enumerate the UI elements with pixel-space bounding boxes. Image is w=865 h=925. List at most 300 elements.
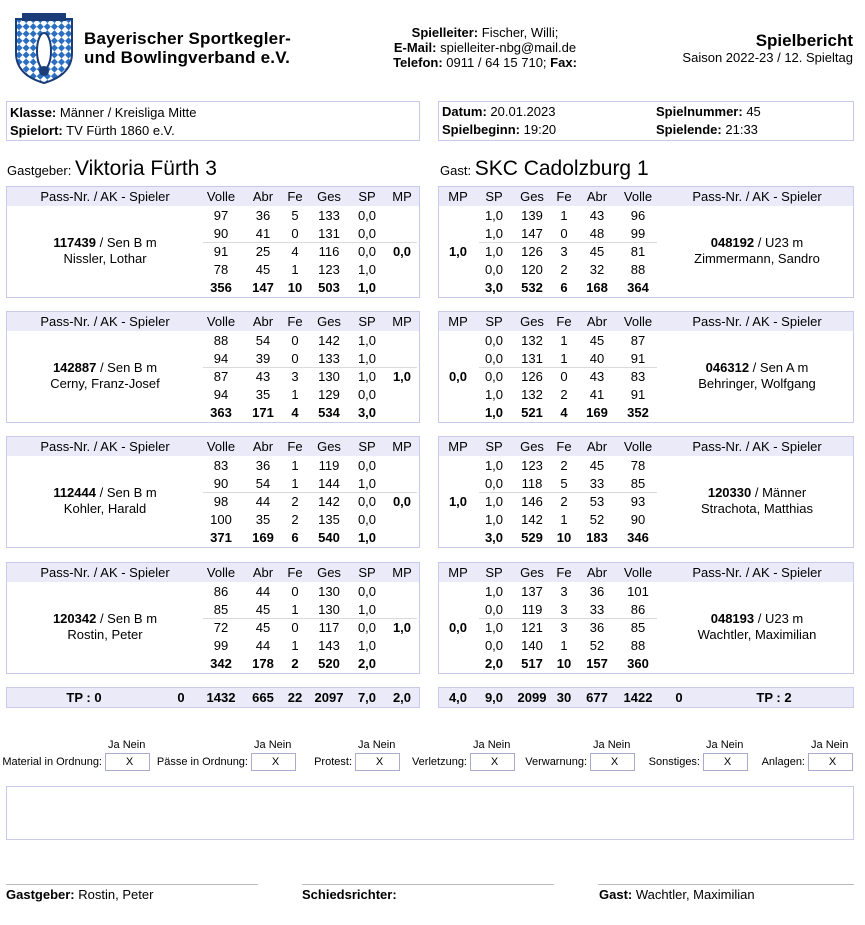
away-throw-value: 53 [589,494,605,509]
check-mark: X [271,756,280,768]
home-column-header: Fe [287,565,303,580]
home-throw-value: 2 [291,494,299,509]
check-label: Verwarnung: [525,756,587,768]
home-game-block [6,186,420,298]
away-column-header: Abr [586,565,608,580]
home-throw-value: 99 [213,638,229,653]
home-row-divider [203,492,417,493]
player-pass-line [7,611,203,627]
home-throw-value: 94 [213,351,229,366]
home-throw-value: 72 [213,620,229,635]
away-column-header: Volle [623,189,653,204]
home-column-header: Pass-Nr. / AK - Spieler [40,314,170,329]
home-throw-value: 45 [255,262,271,277]
home-throw-value: 88 [213,333,229,348]
away-throw-value: 85 [630,476,646,491]
home-throw-value: 1 [291,638,299,653]
check-box[interactable] [251,753,296,771]
home-throw-value: 54 [255,476,271,491]
check-box[interactable] [105,753,150,771]
away-throw-value: 45 [589,244,605,259]
away-throw-value: 131 [521,351,543,366]
away-tp: TP : 2 [756,690,792,705]
player-pass-line [659,360,855,376]
home-column-header: Volle [206,439,236,454]
home-throw-value: 36 [255,208,271,223]
away-column-header: MP [448,189,468,204]
home-throw-value: 3 [291,369,299,384]
away-match-point: 0,0 [448,620,468,635]
away-throw-value: 3 [560,602,568,617]
home-throw-value: 90 [213,476,229,491]
player-name: Nissler, Lothar [63,251,147,266]
association-name-line1: Bayerischer Sportkegler- [84,29,291,48]
home-throw-value: 123 [318,262,340,277]
away-throw-value: 1,0 [484,584,504,599]
check-mark: X [490,756,499,768]
home-signature [6,887,153,902]
home-total-ges: 2097 [314,690,344,705]
away-throw-value: 36 [589,620,605,635]
ja-label: Ja [358,739,370,751]
away-throw-value: 1,0 [484,244,504,259]
home-throw-value: 85 [213,602,229,617]
away-throw-value: 137 [521,584,543,599]
away-throw-value: 119 [521,602,543,617]
ja-nein-header [473,739,518,751]
away-total-value: 521 [521,405,543,420]
away-column-header: SP [485,439,503,454]
away-total-value: 157 [586,656,608,671]
away-column-header: Pass-Nr. / AK - Spieler [692,189,822,204]
away-throw-value: 123 [521,458,543,473]
home-total-abr: 665 [252,690,274,705]
home-throw-value: 1 [291,458,299,473]
home-total-value: 2,0 [357,656,377,671]
away-signature-label: Gast: [599,887,633,902]
away-throw-value: 101 [627,584,649,599]
away-throw-value: 1,0 [484,620,504,635]
home-total-value: 147 [252,280,274,295]
away-match-point: 1,0 [448,244,468,259]
away-throw-value: 126 [521,244,543,259]
telefon-value: 0911 / 64 15 710; [446,55,547,70]
away-total-value: 352 [627,405,649,420]
away-column-header: Fe [556,189,572,204]
away-throw-value: 1 [560,333,568,348]
player-age-class: / U23 m [754,611,804,626]
away-throw-value: 83 [630,369,646,384]
away-throw-value: 91 [630,351,646,366]
home-row-divider [203,618,417,619]
player-pass-number: 048193 [710,611,755,626]
home-column-header: Volle [206,565,236,580]
ja-label: Ja [254,739,266,751]
report-title-block [682,31,853,65]
check-label: Pässe in Ordnung: [156,756,248,768]
away-column-header: Volle [623,565,653,580]
home-column-header: Abr [252,439,274,454]
away-total-value: 1,0 [484,405,504,420]
home-throw-value: 0,0 [357,226,377,241]
home-column-header: MP [392,439,412,454]
home-total-value: 10 [287,280,303,295]
klasse-label: Klasse: [10,105,57,120]
home-throw-value: 25 [255,244,271,259]
player-pass-number: 112444 [53,485,96,500]
email-label: E-Mail: [393,40,437,55]
player-pass-line [7,360,203,376]
away-match-point: 0,0 [448,369,468,384]
away-throw-value: 140 [521,638,543,653]
ja-label: Ja [473,739,485,751]
home-total-value: 520 [318,656,340,671]
away-throw-value: 88 [630,638,646,653]
home-team-heading [7,157,217,181]
ja-label: Ja [706,739,718,751]
away-throw-value: 0,0 [484,476,504,491]
away-total-value: 2,0 [484,656,504,671]
spielbeginn-value: 19:20 [523,122,557,137]
home-total-value: 371 [210,530,232,545]
home-throw-value: 0 [291,584,299,599]
away-signature-value: Wachtler, Maximilian [635,887,755,902]
home-throw-value: 131 [318,226,340,241]
home-total-value: 1,0 [357,280,377,295]
home-throw-value: 0,0 [357,458,377,473]
home-throw-value: 130 [318,584,340,599]
spielnummer-value: 45 [746,104,761,119]
home-throw-value: 98 [213,494,229,509]
player-pass-line [7,485,203,501]
home-throw-value: 35 [255,512,271,527]
away-row-divider [479,367,657,368]
check-mark: X [610,756,619,768]
away-throw-value: 0 [560,226,568,241]
home-signature-line [6,884,258,885]
ja-nein-header [254,739,299,751]
email-value: spielleiter-nbg@mail.de [440,40,577,55]
away-total-value: 346 [627,530,649,545]
player-age-class: / Sen A m [749,360,809,375]
ja-nein-header [108,739,153,751]
check-label: Material in Ordnung: [2,756,102,768]
away-throw-value: 2 [560,494,568,509]
home-throw-value: 43 [255,369,271,384]
check-box[interactable] [355,753,400,771]
home-throw-value: 45 [255,602,271,617]
spielort-value: TV Fürth 1860 e.V. [66,123,175,138]
away-throw-value: 1 [560,208,568,223]
home-throw-value: 130 [318,369,340,384]
home-throw-value: 97 [213,208,229,223]
home-throw-value: 1,0 [357,333,377,348]
player-name: Kohler, Harald [63,501,147,516]
away-throw-value: 1 [560,638,568,653]
home-throw-value: 44 [255,584,271,599]
home-throw-value: 44 [255,494,271,509]
player-age-class: / Sen B m [95,485,157,500]
home-total-value: 4 [291,405,299,420]
away-throw-value: 99 [630,226,646,241]
away-total-value: 6 [560,280,568,295]
away-total-sp: 9,0 [484,690,504,705]
home-column-header: SP [358,189,376,204]
nein-label: Nein [372,739,396,751]
home-totals-bar [6,687,420,708]
home-total-mp: 2,0 [392,690,412,705]
away-throw-value: 118 [521,476,543,491]
away-total-value: 364 [627,280,649,295]
away-total-value: 4 [560,405,568,420]
home-throw-value: 130 [318,602,340,617]
home-team-label: Gastgeber: [7,163,72,178]
home-throw-value: 117 [318,620,340,635]
away-column-header: Pass-Nr. / AK - Spieler [692,314,822,329]
home-total-zero: 0 [177,690,185,705]
away-column-header: Pass-Nr. / AK - Spieler [692,439,822,454]
home-throw-value: 0 [291,620,299,635]
home-throw-value: 142 [318,494,340,509]
home-column-header: Fe [287,439,303,454]
referee-signature-label: Schiedsrichter: [302,887,397,902]
away-column-header: SP [485,314,503,329]
home-throw-value: 100 [210,512,232,527]
away-throw-value: 45 [589,458,605,473]
spielnummer-label: Spielnummer: [656,104,743,119]
away-throw-value: 45 [589,333,605,348]
away-throw-value: 1,0 [484,226,504,241]
home-column-header: Abr [252,189,274,204]
check-box[interactable] [590,753,635,771]
home-total-value: 171 [252,405,274,420]
away-column-header: Ges [520,314,544,329]
away-throw-value: 1,0 [484,387,504,402]
check-label: Verletzung: [411,756,467,768]
season-info: Saison 2022-23 / 12. Spieltag [682,50,853,65]
away-throw-value: 120 [521,262,543,277]
ja-nein-header [358,739,403,751]
nein-label: Nein [607,739,631,751]
away-total-abr: 677 [586,690,608,705]
away-total-value: 169 [586,405,608,420]
away-throw-value: 3 [560,620,568,635]
home-column-header: Abr [252,565,274,580]
player-name: Strachota, Matthias [701,501,813,516]
home-column-header: MP [392,565,412,580]
away-throw-value: 0,0 [484,369,504,384]
away-throw-value: 33 [589,476,605,491]
away-throw-value: 0,0 [484,333,504,348]
check-mark: X [828,756,837,768]
home-throw-value: 1,0 [357,351,377,366]
match-time-box [438,101,854,141]
player-age-class: / Sen B m [96,360,158,375]
check-label: Anlagen: [761,756,805,768]
spielende-label: Spielende: [656,122,722,137]
away-throw-value: 43 [589,369,605,384]
home-throw-value: 86 [213,584,229,599]
away-total-mp: 4,0 [448,690,468,705]
check-mark: X [723,756,732,768]
home-total-value: 6 [291,530,299,545]
player-name: Wachtler, Maximilian [697,627,817,642]
spielort-label: Spielort: [10,123,63,138]
player-pass-number: 046312 [705,360,750,375]
player-pass-line [659,235,855,251]
home-throw-value: 144 [318,476,340,491]
nein-label: Nein [122,739,146,751]
home-throw-value: 116 [318,244,340,259]
away-column-header: SP [485,565,503,580]
spielleiter-value: Fischer, Willi; [481,25,559,40]
home-row-divider [203,242,417,243]
home-throw-value: 0,0 [357,512,377,527]
ja-nein-header [593,739,638,751]
home-throw-value: 2 [291,512,299,527]
home-throw-value: 0 [291,226,299,241]
home-total-value: 3,0 [357,405,377,420]
spielbeginn-label: Spielbeginn: [442,122,520,137]
check-box[interactable] [470,753,515,771]
away-game-block [438,436,854,548]
away-row-divider [479,242,657,243]
home-tp: TP : 0 [66,690,102,705]
away-throw-value: 33 [589,602,605,617]
player-pass-number: 117439 [53,235,96,250]
home-column-header: MP [392,189,412,204]
away-column-header: Abr [586,314,608,329]
away-total-value: 3,0 [484,280,504,295]
away-player-info [659,360,855,392]
home-column-header: Volle [206,314,236,329]
home-signature-value: Rostin, Peter [78,887,154,902]
away-throw-value: 0,0 [484,602,504,617]
away-column-header: Fe [556,565,572,580]
away-throw-value: 87 [630,333,646,348]
home-throw-value: 90 [213,226,229,241]
home-throw-value: 0 [291,333,299,348]
nein-label: Nein [268,739,292,751]
away-throw-value: 40 [589,351,605,366]
away-throw-value: 1,0 [484,494,504,509]
away-team-label: Gast: [440,163,472,178]
away-throw-value: 52 [589,638,605,653]
association-name-line2: und Bowlingverband e.V. [84,48,291,67]
home-throw-value: 1 [291,476,299,491]
away-throw-value: 132 [521,387,543,402]
home-column-header: Ges [317,565,341,580]
away-signature-line [598,884,854,885]
away-throw-value: 0,0 [484,351,504,366]
away-team-name: SKC Cadolzburg 1 [474,157,649,180]
player-pass-number: 048192 [710,235,755,250]
away-throw-value: 139 [521,208,543,223]
away-total-value: 10 [556,656,572,671]
nein-label: Nein [825,739,849,751]
home-throw-value: 1 [291,602,299,617]
home-total-value: 169 [252,530,274,545]
report-title: Spielbericht [755,31,853,50]
check-label: Protest: [314,756,352,768]
home-total-value: 540 [318,530,340,545]
player-age-class: / Sen B m [96,611,158,626]
check-box[interactable] [808,753,853,771]
fax-label: Fax: [550,55,577,70]
away-column-header: Pass-Nr. / AK - Spieler [692,565,822,580]
check-label: Sonstiges: [648,756,700,768]
home-throw-value: 1,0 [357,602,377,617]
away-throw-value: 2 [560,458,568,473]
away-total-ges: 2099 [517,690,547,705]
player-pass-number: 120342 [52,611,97,626]
player-pass-number: 120330 [707,485,752,500]
away-throw-value: 41 [589,387,605,402]
away-signature [599,887,755,902]
away-throw-value: 126 [521,369,543,384]
away-throw-value: 86 [630,602,646,617]
home-throw-value: 0,0 [357,620,377,635]
home-column-header: Fe [287,314,303,329]
home-throw-value: 87 [213,369,229,384]
away-throw-value: 142 [521,512,543,527]
datum-value: 20.01.2023 [490,104,556,119]
away-row-divider [479,618,657,619]
player-pass-line [659,611,855,627]
away-throw-value: 146 [521,494,543,509]
away-column-header: SP [485,189,503,204]
datum-label: Datum: [442,104,487,119]
away-throw-value: 48 [589,226,605,241]
contact-info [330,25,640,70]
player-pass-line [7,235,203,251]
notes-field[interactable] [6,786,854,840]
home-match-point: 0,0 [392,494,412,509]
nein-label: Nein [487,739,511,751]
away-column-header: Fe [556,314,572,329]
home-total-volle: 1432 [206,690,236,705]
home-throw-value: 135 [318,512,340,527]
home-throw-value: 36 [255,458,271,473]
home-throw-value: 1,0 [357,638,377,653]
home-column-header: Abr [252,314,274,329]
away-column-header: Volle [623,314,653,329]
away-column-header: Ges [520,565,544,580]
home-throw-value: 1,0 [357,476,377,491]
player-pass-number: 142887 [52,360,97,375]
check-box[interactable] [703,753,748,771]
home-total-value: 503 [318,280,340,295]
away-game-block [438,562,854,674]
home-throw-value: 0 [291,351,299,366]
home-team-name: Viktoria Fürth 3 [74,157,217,180]
away-throw-value: 81 [630,244,646,259]
spielende-value: 21:33 [725,122,758,137]
home-signature-label: Gastgeber: [6,887,75,902]
ja-nein-header [706,739,751,751]
home-column-header: SP [358,439,376,454]
away-total-value: 360 [627,656,649,671]
home-column-header: Fe [287,189,303,204]
away-match-point: 1,0 [448,494,468,509]
ja-nein-header [811,739,856,751]
home-throw-value: 4 [291,244,299,259]
home-throw-value: 129 [318,387,340,402]
home-player-info [7,360,203,392]
away-column-header: MP [448,565,468,580]
home-match-point: 1,0 [392,620,412,635]
away-throw-value: 96 [630,208,646,223]
